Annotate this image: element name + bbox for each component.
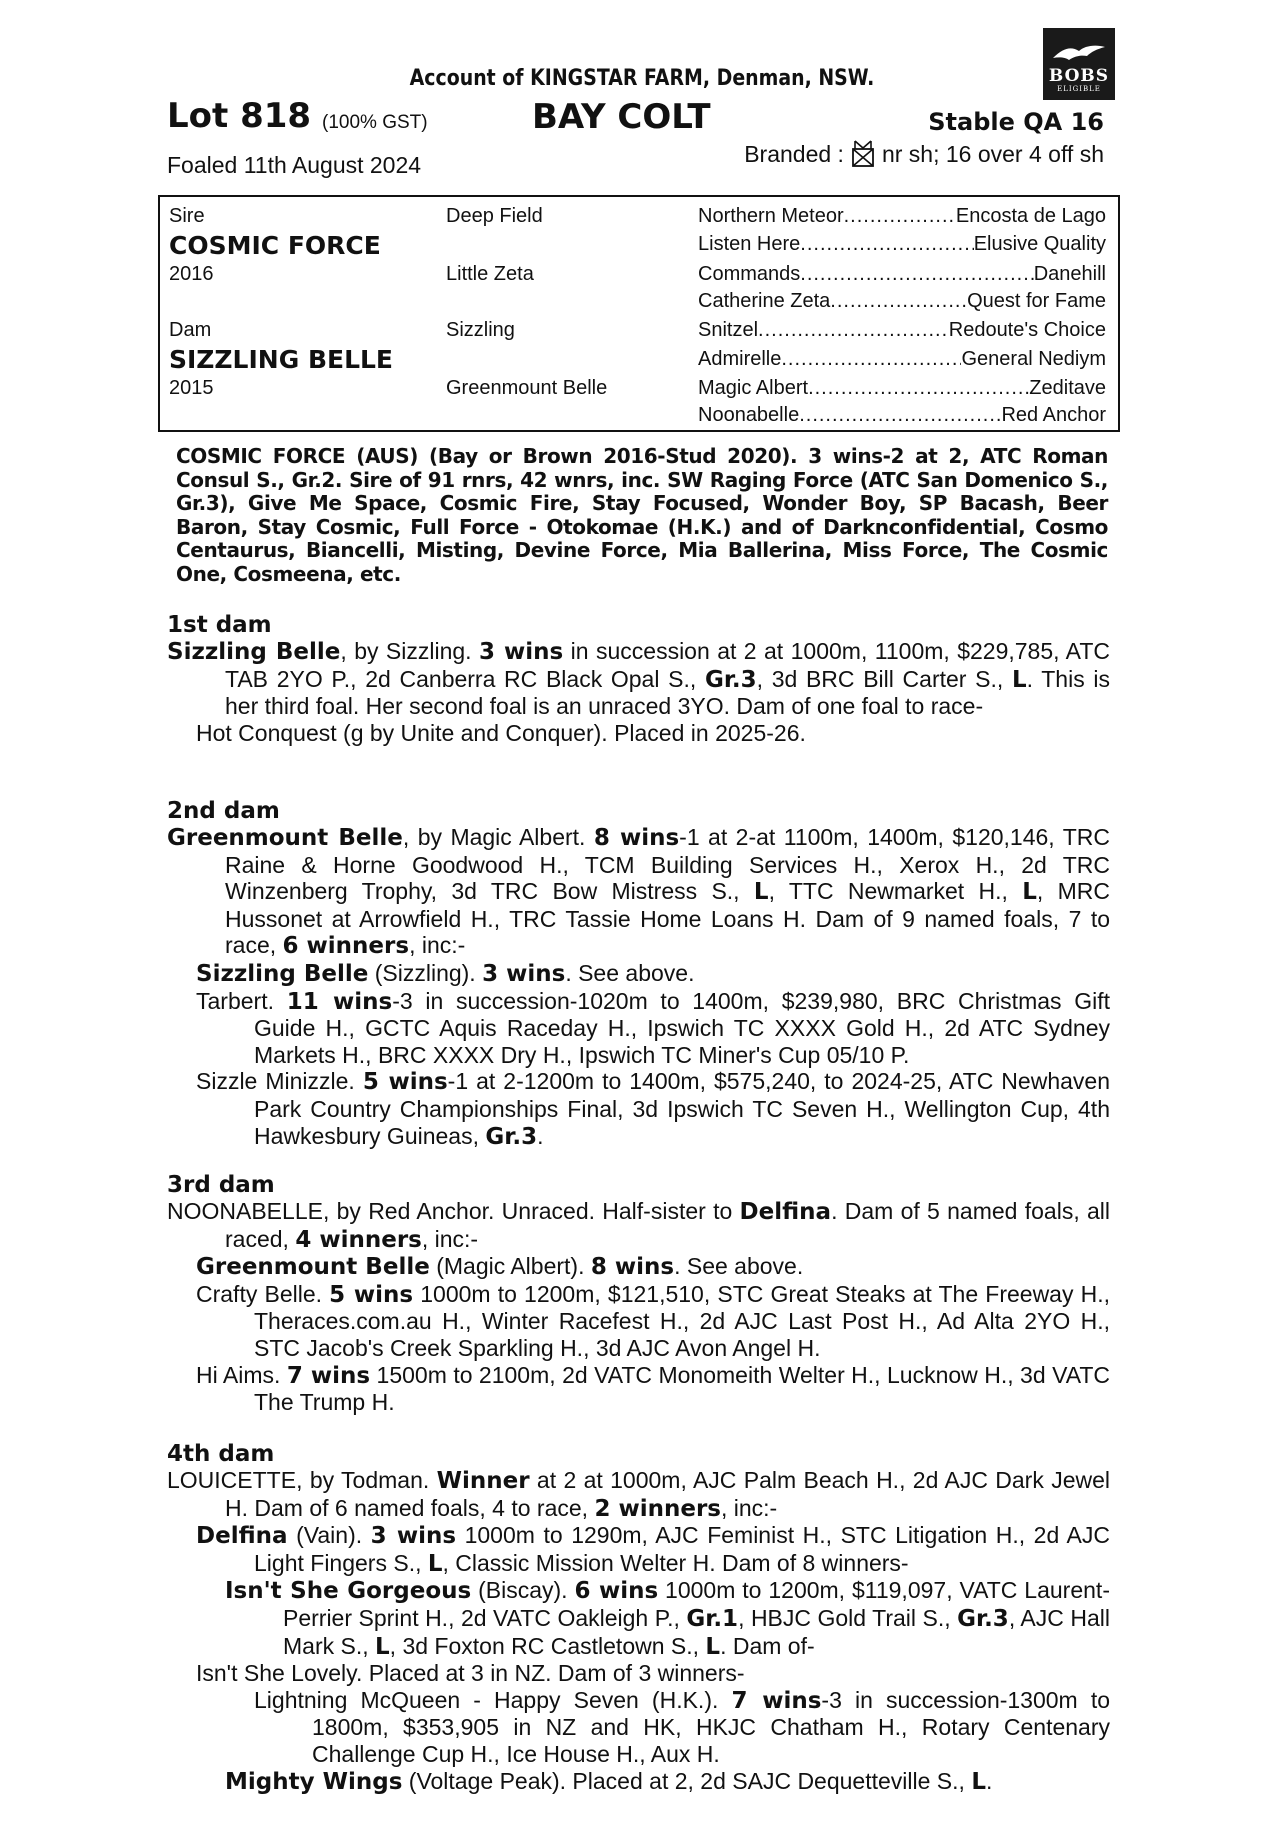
text-run: 1000m to 1290m, AJC Feminist H., STC Litigation H., 2d AJC Light Fingers S.,	[254, 1522, 1110, 1576]
text-run: , inc:-	[720, 1494, 778, 1521]
offspring-entry	[196, 1281, 1110, 1362]
text-run: -3 in succession-1300m to 1800m, $353,905 in NZ and HK, HKJC Chatham H., Rotary Centenary Challenge Cup H., Ice House H., Aux H.	[312, 1686, 1110, 1767]
bold-text: Winner	[436, 1468, 530, 1494]
text-run: (Vain).	[287, 1522, 371, 1549]
bold-text: 6 winners	[282, 933, 410, 960]
text-run: Isn't She Lovely. Placed at 3 in NZ. Dam of 3 winners-	[196, 1660, 745, 1687]
third-dam-heading: 3rd dam	[167, 1172, 275, 1198]
bold-text: 6 wins	[574, 1578, 659, 1605]
offspring-entry	[196, 1660, 1110, 1687]
text-run: . Dam of 5 named foals, all raced,	[225, 1198, 1111, 1252]
bold-text: 3 wins	[370, 1523, 457, 1550]
dam-entry	[167, 1467, 1110, 1522]
offspring-entry	[196, 988, 1110, 1069]
second-dam-heading: 2nd dam	[167, 798, 280, 824]
sire-dam: Little Zeta	[446, 263, 534, 285]
bold-text: Gr.1	[686, 1605, 739, 1632]
bold-text: L	[1011, 666, 1027, 693]
offspring-entry	[225, 1768, 1110, 1796]
text-run: , inc:-	[421, 1225, 479, 1252]
offspring-entry	[196, 960, 1110, 988]
bold-text: Mighty Wings	[225, 1768, 403, 1795]
bold-text: 3 wins	[478, 639, 564, 665]
text-run: , 3d BRC Bill Carter S.,	[756, 665, 1012, 692]
text-run: , by Magic Albert.	[402, 824, 594, 850]
text-run: .	[985, 1767, 993, 1794]
bold-text: L	[705, 1633, 721, 1660]
branded-label: Branded :	[744, 141, 844, 167]
brand-mark-icon	[850, 140, 876, 168]
offspring-entry: Hot Conquest (g by Unite and Conquer). Placed in 2025-26.	[196, 719, 806, 746]
offspring-entry	[225, 1577, 1110, 1660]
bold-text: Sizzling Belle	[167, 639, 341, 665]
branded-text: nr sh; 16 over 4 off sh	[881, 141, 1104, 167]
offspring-entry	[254, 1687, 1110, 1768]
text-run: Tarbert.	[196, 987, 287, 1014]
sire-summary: COSMIC FORCE (AUS) (Bay or Brown 2016-Stud 2020). 3 wins-2 at 2, ATC Roman Consul S., Gr.2. Sire of 91 rnrs, 42 wnrs, inc. SW Raging Force (ATC San Domenico S., Gr.3), Give Me Space, Cosmic Fire, Stay Focused, Wonder Boy, SP Bacash, Beer Baron, Stay Cosmic, Full Force - Otokomae (H.K.) and of Darknconfidential, Cosmo Centaurus, Biancelli, Misting, Devine Force, Mia Ballerina, Miss Force, The Cosmic One, Cosmeena, etc.	[176, 444, 1108, 586]
brand-description	[744, 140, 1104, 168]
text-run: , by Sizzling.	[340, 638, 479, 664]
bold-text: L	[427, 1550, 443, 1577]
bold-text: L	[1022, 879, 1037, 906]
bold-text: Gr.3	[957, 1605, 1009, 1632]
offspring-entry	[196, 1362, 1110, 1416]
bold-text: 3 wins	[482, 960, 566, 987]
text-run: , 3d Foxton RC Castletown S.,	[389, 1632, 706, 1659]
bold-text: 5 wins	[362, 1069, 448, 1096]
bold-text: 8 wins	[593, 825, 680, 851]
grandparent-row: Magic Albert ..... Zeditave	[698, 377, 1106, 400]
dam-entry	[167, 824, 1110, 960]
vendor-account: Account of KINGSTAR FARM, Denman, NSW.	[409, 66, 875, 91]
dam-dam: Greenmount Belle	[446, 377, 608, 399]
dam-entry	[167, 1198, 1110, 1253]
text-run: , inc:-	[409, 932, 466, 959]
bold-text: Greenmount Belle	[167, 825, 403, 851]
bold-text: 7 wins	[286, 1362, 371, 1389]
bold-text: 2 winners	[594, 1495, 721, 1522]
text-run: Sizzle Minizzle.	[196, 1068, 363, 1095]
sire-sire: Deep Field	[446, 205, 543, 227]
grandparent-row: Admirelle ..... General Nediym	[698, 348, 1106, 371]
bold-text: Sizzling Belle	[196, 960, 369, 987]
text-run: Hi Aims.	[196, 1361, 287, 1388]
dam-label: Dam	[169, 319, 212, 341]
grandparent-row: Noonabelle ..... Red Anchor	[698, 404, 1106, 427]
text-run: . See above.	[565, 959, 695, 986]
sire-year: 2016	[169, 263, 214, 285]
first-dam-section	[167, 612, 1110, 746]
gst-note: (100% GST)	[322, 112, 428, 133]
logo-line2: ELIGIBLE	[1057, 85, 1101, 93]
dam-name: SIZZLING BELLE	[169, 345, 394, 374]
grandparent-row: Catherine Zeta ..... Quest for Fame	[698, 290, 1106, 313]
second-dam-section	[167, 798, 1110, 1150]
stable-location: Stable QA 16	[928, 108, 1104, 136]
text-run: 1000m to 1200m, $119,097, VATC Laurent-Perrier Sprint H., 2d VATC Oakleigh P.,	[283, 1577, 1110, 1631]
bold-text: Gr.3	[485, 1123, 538, 1150]
grandparent-row: Commands ..... Danehill	[698, 263, 1106, 286]
bold-text: L	[753, 879, 769, 906]
sire-label: Sire	[169, 205, 205, 227]
bird-icon	[1051, 42, 1107, 64]
bold-text: 5 wins	[329, 1281, 414, 1308]
offspring-entry	[196, 1253, 1110, 1281]
bold-text: 8 wins	[590, 1254, 675, 1281]
grandparent-row: Listen Here ..... Elusive Quality	[698, 233, 1106, 256]
bold-text: Greenmount Belle	[196, 1254, 430, 1281]
text-run: . See above.	[674, 1253, 804, 1280]
text-run: 1500m to 2100m, 2d VATC Monomeith Welter H., Lucknow H., 3d VATC The Trump H.	[254, 1361, 1110, 1416]
bold-text: Gr.3	[704, 666, 757, 693]
text-run: LOUICETTE, by Todman.	[167, 1467, 437, 1493]
bold-text: Isn't She Gorgeous	[225, 1578, 472, 1605]
bold-text: 11 wins	[286, 988, 393, 1015]
bold-text: L	[971, 1768, 986, 1795]
text-run: -1 at 2-1200m to 1400m, $575,240, to 2024-25, ATC Newhaven Park Country Championships Final, 3d Ipswich TC Seven H., Wellington Cup, 4th Hawkesbury Guineas,	[254, 1068, 1110, 1149]
offspring-entry	[196, 1068, 1110, 1150]
dam-sire: Sizzling	[446, 319, 515, 341]
fourth-dam-heading: 4th dam	[167, 1441, 275, 1467]
text-run: .	[537, 1122, 544, 1149]
offspring-entry	[196, 1522, 1110, 1577]
bold-text: Delfina	[196, 1523, 288, 1550]
sire-name: COSMIC FORCE	[169, 231, 381, 260]
horse-title: BAY COLT	[532, 97, 711, 137]
dam-year: 2015	[169, 377, 214, 399]
lot-number: Lot 818	[167, 96, 312, 136]
bold-text: L	[375, 1633, 390, 1660]
text-run: at 2 at 1000m, AJC Palm Beach H., 2d AJC Dark Jewel H. Dam of 6 named foals, 4 to race,	[225, 1467, 1110, 1521]
bold-text: 4 winners	[295, 1226, 422, 1253]
text-run: -1 at 2-at 1100m, 1400m, $120,146, TRC Raine & Horne Goodwood H., TCM Building Services H., Xerox H., 2d TRC Winzenberg Trophy, 3d TRC Bow Mistress S.,	[225, 824, 1110, 905]
text-run: (Sizzling).	[368, 959, 483, 986]
fourth-dam-section	[167, 1441, 1110, 1795]
text-run: , HBJC Gold Trail S.,	[738, 1604, 958, 1631]
text-run: . Dam of-	[720, 1632, 815, 1659]
bold-text: 7 wins	[731, 1687, 822, 1714]
logo-line1: BOBS	[1048, 66, 1110, 86]
text-run: , MRC Hussonet at Arrowfield H., TRC Tassie Home Loans H. Dam of 9 named foals, 7 to race,	[225, 878, 1110, 959]
text-run: Lightning McQueen - Happy Seven (H.K.).	[254, 1686, 732, 1713]
text-run: , TTC Newmarket H.,	[768, 878, 1023, 905]
bold-text: Delfina	[739, 1199, 832, 1225]
text-run: , Classic Mission Welter H. Dam of 8 winners-	[442, 1549, 909, 1576]
text-run: (Voltage Peak). Placed at 2, 2d SAJC Dequetteville S.,	[402, 1767, 972, 1794]
text-run: . This is her third foal. Her second foal is an unraced 3YO. Dam of one foal to race-	[225, 665, 1110, 720]
foaled-date: Foaled 11th August 2024	[167, 152, 422, 178]
dam-entry	[167, 638, 1110, 720]
grandparent-row: Snitzel ..... Redoute's Choice	[698, 319, 1106, 342]
text-run: , AJC Hall Mark S.,	[283, 1604, 1110, 1659]
third-dam-section	[167, 1172, 1110, 1416]
first-dam-heading: 1st dam	[167, 612, 272, 638]
text-run: -3 in succession-1020m to 1400m, $239,980, BRC Christmas Gift Guide H., GCTC Aquis Raceday H., Ipswich TC XXXX Gold H., 2d ATC Sydney Markets H., BRC XXXX Dry H., Ipswich TC Miner's Cup 05/10 P.	[254, 987, 1110, 1068]
text-run: NOONABELLE, by Red Anchor. Unraced. Half-sister to	[167, 1198, 740, 1224]
pedigree-table	[158, 195, 1120, 432]
text-run: in succession at 2 at 1000m, 1100m, $229,785, ATC TAB 2YO P., 2d Canberra RC Black Opal S.,	[225, 638, 1110, 692]
grandparent-row: Northern Meteor ..... Encosta de Lago	[698, 205, 1106, 228]
text-run: 1000m to 1200m, $121,510, STC Great Steaks at The Freeway H., Theraces.com.au H., Winter Racefest H., 2d AJC Last Post H., Ad Alta 2YO H., STC Jacob's Creek Sparkling H., 3d AJC Avon Angel H.	[254, 1280, 1111, 1361]
text-run: (Magic Albert).	[429, 1253, 591, 1280]
text-run: (Biscay).	[471, 1577, 575, 1604]
text-run: Crafty Belle.	[196, 1280, 330, 1307]
